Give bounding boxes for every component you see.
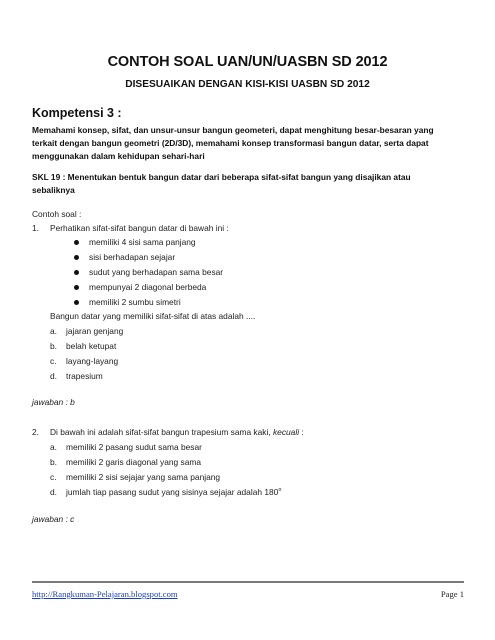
option-letter: c. <box>50 472 57 482</box>
list-item: sisi berhadapan sejajar <box>89 252 176 262</box>
kompetensi-line: menggunakan dalam kehidupan sehari-hari <box>32 151 205 161</box>
list-item: sudut yang berhadapan sama besar <box>89 267 224 277</box>
option-letter: b. <box>50 457 57 467</box>
bullet-icon <box>74 255 79 260</box>
question-text: Bangun datar yang memiliki sifat-sifat di atas adalah .... <box>50 311 256 321</box>
option-text-main: jumlah tiap pasang sudut yang sisinya sejajar adalah 180 <box>66 487 279 497</box>
question-number: 2. <box>32 427 39 437</box>
page-number: Page 1 <box>440 589 464 599</box>
option-letter: d. <box>50 487 57 497</box>
option-text: belah ketupat <box>66 341 117 351</box>
question-prompt <box>50 426 304 438</box>
option-text: memiliki 2 garis diagonal yang sama <box>66 457 201 467</box>
option-text: memiliki 2 sisi sejajar yang sama panjang <box>66 472 221 482</box>
bullet-icon <box>74 300 79 305</box>
question-prompt-text: Di bawah ini adalah sifat-sifat bangun trapesium sama kaki, <box>50 427 273 437</box>
answer-label: jawaban : b <box>32 397 75 407</box>
skl-line: sebaliknya <box>32 185 75 195</box>
option-text: layang-layang <box>66 356 119 366</box>
degree-superscript: o <box>278 487 282 494</box>
skl-line: SKL 19 : Menentukan bentuk bangun datar dari beberapa sifat-sifat bangun yang disajikan atau <box>32 172 411 182</box>
kompetensi-description <box>32 124 464 163</box>
kompetensi-line: Memahami konsep, sifat, dan unsur-unsur bangun geometeri, dapat menghitung besar-besaran yang <box>32 125 434 135</box>
option-letter: a. <box>50 442 57 452</box>
bullet-icon <box>74 240 79 245</box>
option-letter: d. <box>50 371 57 381</box>
option-letter: b. <box>50 341 57 351</box>
contoh-soal-label: Contoh soal : <box>32 209 82 219</box>
option-text: memiliki 2 pasang sudut sama besar <box>66 442 202 452</box>
option-letter: c. <box>50 356 57 366</box>
option-text: trapesium <box>66 371 103 381</box>
skl-statement <box>32 171 464 197</box>
footer-link[interactable]: http://Rangkuman-Pelajaran.blogspot.com <box>32 589 178 599</box>
question-prompt-emphasis: kecuali <box>272 427 300 437</box>
option-text: jajaran genjang <box>66 326 124 336</box>
question-number: 1. <box>32 223 39 233</box>
bullet-icon <box>74 285 79 290</box>
document-subtitle: DISESUAIKAN DENGAN KISI-KISI UASBN SD 2012 <box>125 79 370 90</box>
list-item: mempunyai 2 diagonal berbeda <box>89 282 207 292</box>
kompetensi-heading: Kompetensi 3 : <box>32 106 122 120</box>
question-prompt-end: : <box>299 427 304 437</box>
kompetensi-line: terkait dengan bangun geometri (2D/3D), memahami konsep transformasi bangun datar, serta dapat <box>32 138 429 148</box>
option-text <box>66 486 281 498</box>
question-prompt: Perhatikan sifat-sifat bangun datar di bawah ini : <box>50 223 229 233</box>
footer-divider <box>32 581 464 583</box>
list-item: memiliki 4 sisi sama panjang <box>89 237 196 247</box>
bullet-icon <box>74 270 79 275</box>
answer-label: jawaban : c <box>32 514 75 524</box>
document-title: CONTOH SOAL UAN/UN/UASBN SD 2012 <box>107 54 388 70</box>
list-item: memiliki 2 sumbu simetri <box>89 297 181 307</box>
option-letter: a. <box>50 326 57 336</box>
